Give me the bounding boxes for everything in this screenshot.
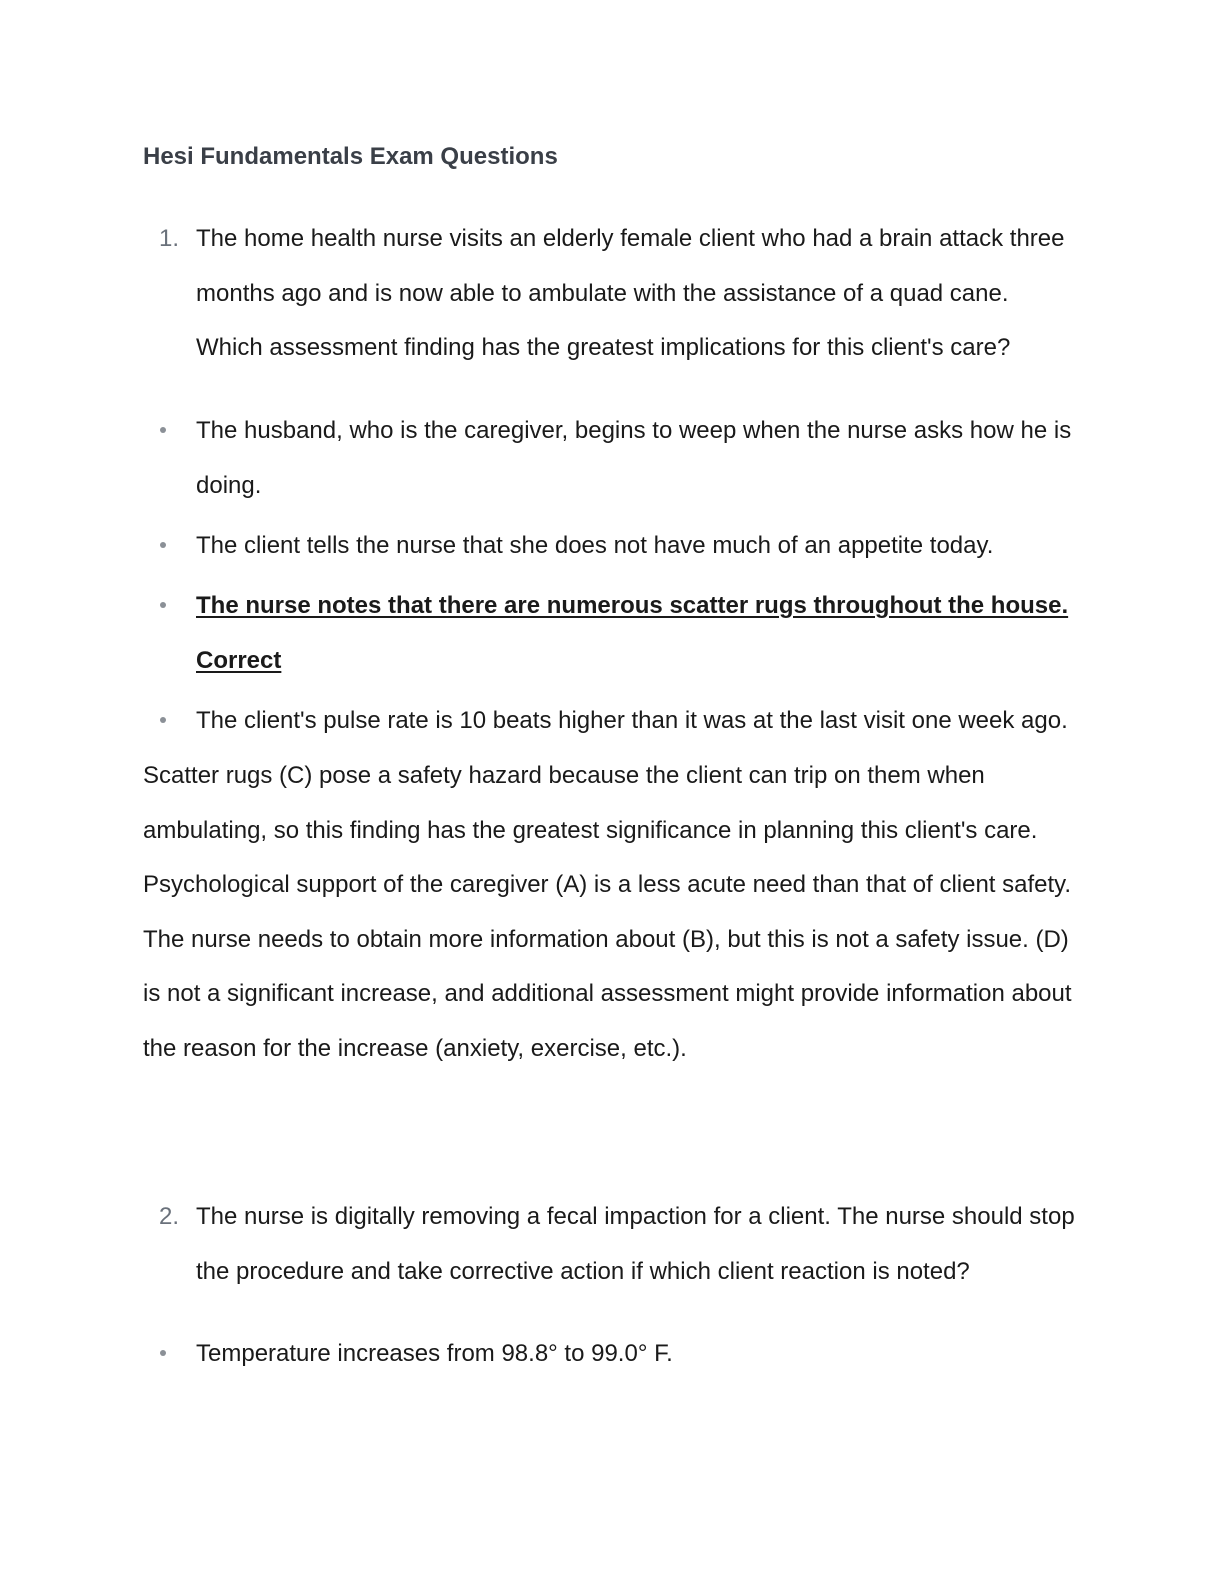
- bullet-icon: [160, 427, 166, 433]
- question-1-options: [143, 404, 1078, 513]
- option-a: [143, 1327, 1078, 1382]
- option-d: [143, 694, 1078, 749]
- question-2: [143, 1190, 1078, 1299]
- explanation-text: Scatter rugs (C) pose a safety hazard because the client can trip on them when ambulating, so this finding has the greatest significance in planning this client's care. Psychological support of the caregiver (A) is a less acute need than that of client safety. The nurse needs to obtain more information about (B), but this is not a safety issue. (D) is not a significant increase, and additional assessment might provide information about the reason for the increase (anxiety, exercise, etc.).: [143, 762, 1072, 1062]
- question-1: [143, 212, 1078, 376]
- bullet-icon: [160, 717, 166, 723]
- page-title: Hesi Fundamentals Exam Questions: [143, 143, 558, 170]
- question-text: The nurse is digitally removing a fecal impaction for a client. The nurse should stop the procedure and take corrective action if which client reaction is noted?: [196, 1203, 1075, 1285]
- option-c-correct: [143, 579, 1078, 688]
- question-2-stem: [143, 1190, 1078, 1299]
- question-1-option-c: [143, 579, 1078, 688]
- question-1-option-d: [143, 694, 1078, 749]
- question-2-options: [143, 1327, 1078, 1382]
- option-text: The client's pulse rate is 10 beats higher than it was at the last visit one week ago.: [196, 707, 1068, 734]
- bullet-icon: [160, 542, 166, 548]
- option-text: The husband, who is the caregiver, begins to weep when the nurse asks how he is doing.: [196, 417, 1072, 499]
- bullet-icon: [160, 1350, 166, 1356]
- question-1-stem: [143, 212, 1078, 376]
- option-text: The client tells the nurse that she does not have much of an appetite today.: [196, 532, 994, 559]
- question-number: 2.: [159, 1203, 180, 1230]
- question-number: 1.: [159, 225, 180, 252]
- option-text: Temperature increases from 98.8° to 99.0° F.: [196, 1340, 673, 1367]
- question-1-option-b: [143, 519, 1078, 574]
- option-text-correct: The nurse notes that there are numerous scatter rugs throughout the house. Correct: [196, 592, 1069, 674]
- question-text: The home health nurse visits an elderly female client who had a brain attack three months ago and is now able to ambulate with the assistance of a quad cane. Which assessment finding has the greatest implications for this client's care?: [196, 225, 1065, 362]
- option-b: [143, 519, 1078, 574]
- question-1-explanation: [143, 749, 1078, 1077]
- bullet-icon: [160, 602, 166, 608]
- option-a: [143, 404, 1078, 513]
